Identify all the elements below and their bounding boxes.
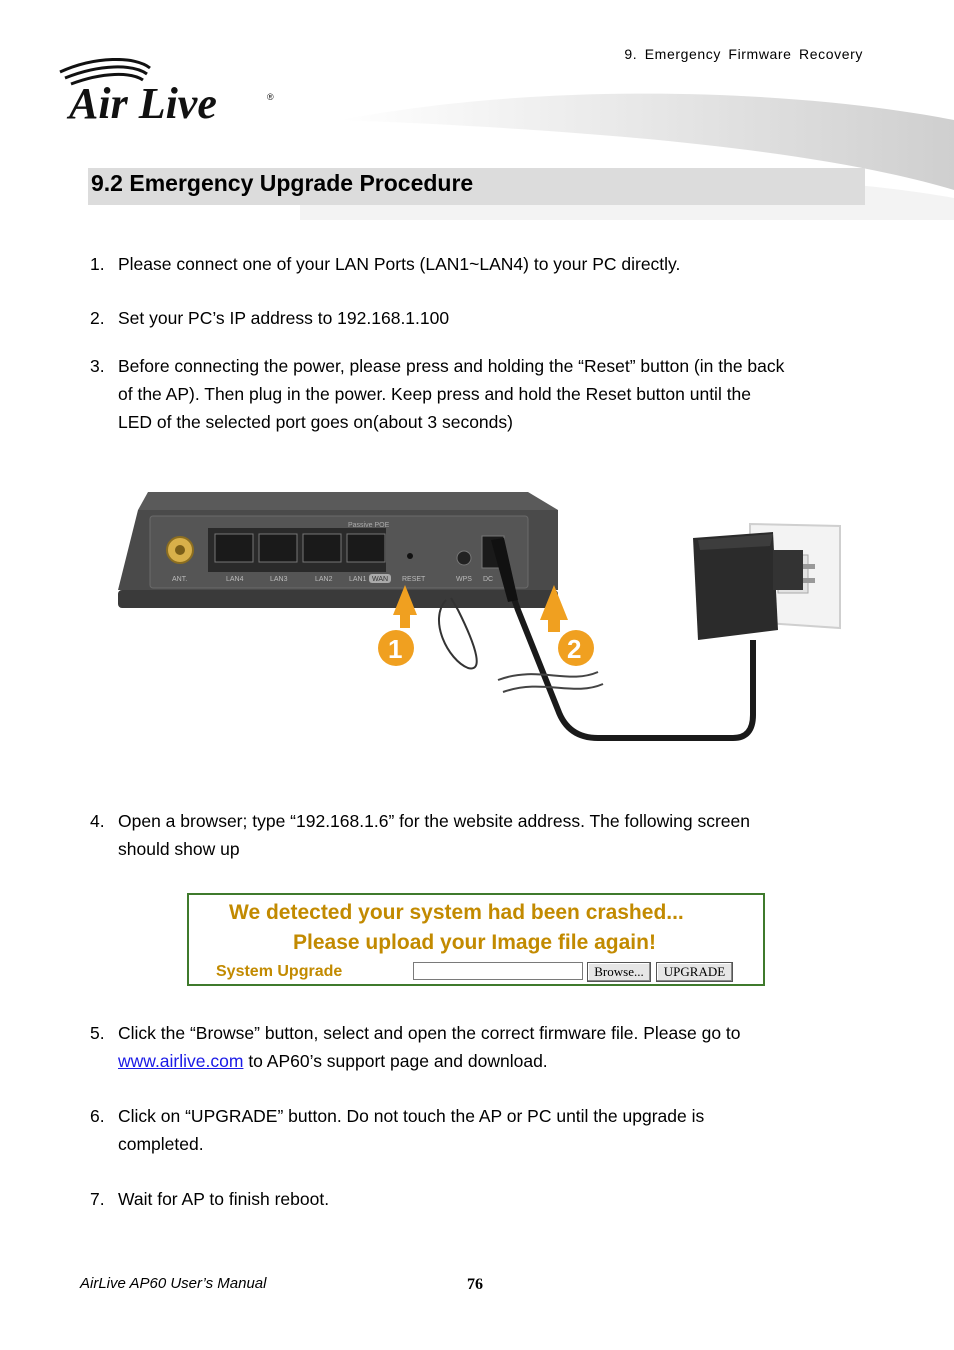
callout-1: 1 [388,634,403,664]
step-number: 2. [90,308,105,328]
step-text-line: Open a browser; type “192.168.1.6” for the website address. The following screen [118,811,750,831]
port-label-wps: WPS [456,576,472,583]
section-title: 9.2 Emergency Upgrade Procedure [91,170,474,196]
step-number: 1. [90,254,105,274]
upgrade-button[interactable]: UPGRADE [656,962,733,982]
step-number: 3. [90,356,105,376]
step-number: 4. [90,811,105,831]
step-text [118,1019,858,1075]
system-upgrade-label: System Upgrade [216,963,343,980]
airlive-logo [55,58,285,128]
step-text: Please connect one of your LAN Ports (LAN1~LAN4) to your PC directly. [118,254,681,274]
step-text: Set your PC’s IP address to 192.168.1.100 [118,308,450,328]
callout-2: 2 [567,634,582,664]
step-text-line: to AP60’s support page and download. [243,1051,548,1071]
step-text-line: Click on “UPGRADE” button. Do not touch the AP or PC until the upgrade is [118,1106,705,1126]
step-text [118,1102,858,1158]
page-number: 76 [467,1276,483,1293]
browse-button[interactable]: Browse... [587,962,651,982]
port-label-lan1: LAN1 [349,576,367,583]
crash-message-line2: Please upload your Image file again! [293,931,656,954]
step-number: 5. [90,1023,105,1043]
crash-detected-screen [187,893,765,986]
chapter-heading: 9. Emergency Firmware Recovery [624,46,863,62]
port-label-lan3: LAN3 [270,576,288,583]
step-text [118,352,858,436]
step-text-line: Click the “Browse” button, select and open the correct firmware file. Please go to [118,1023,741,1043]
step-number: 6. [90,1106,105,1126]
step-text [118,807,858,863]
step-text-line: should show up [118,839,240,859]
airlive-website-link[interactable]: www.airlive.com [118,1051,244,1071]
port-label-ant: ANT. [172,576,188,583]
footer-manual-title: AirLive AP60 User’s Manual [80,1275,267,1292]
step-number: 7. [90,1189,105,1209]
port-label-dc: DC [483,576,494,583]
step-text-line: Before connecting the power, please press and holding the “Reset” button (in the back [118,356,785,376]
step-text-line: of the AP). Then plug in the power. Keep press and hold the Reset button until the [118,384,752,404]
port-label-lan4: LAN4 [226,576,244,583]
svg-text:Air Live: Air Live [69,79,217,128]
port-label-lan2: LAN2 [315,576,333,583]
device-connection-illustration [118,490,848,750]
firmware-file-input[interactable] [413,962,583,980]
crash-message-line1: We detected your system had been crashed... [229,901,684,924]
port-label-wan: WAN [372,576,389,583]
svg-text:®: ® [267,92,274,102]
step-text: Wait for AP to finish reboot. [118,1189,330,1209]
passive-poe-label: Passive POE [348,522,390,529]
port-label-reset: RESET [402,576,426,583]
step-text-line: LED of the selected port goes on(about 3 seconds) [118,412,513,432]
section-header-bar [88,168,865,205]
step-text-line: completed. [118,1134,204,1154]
